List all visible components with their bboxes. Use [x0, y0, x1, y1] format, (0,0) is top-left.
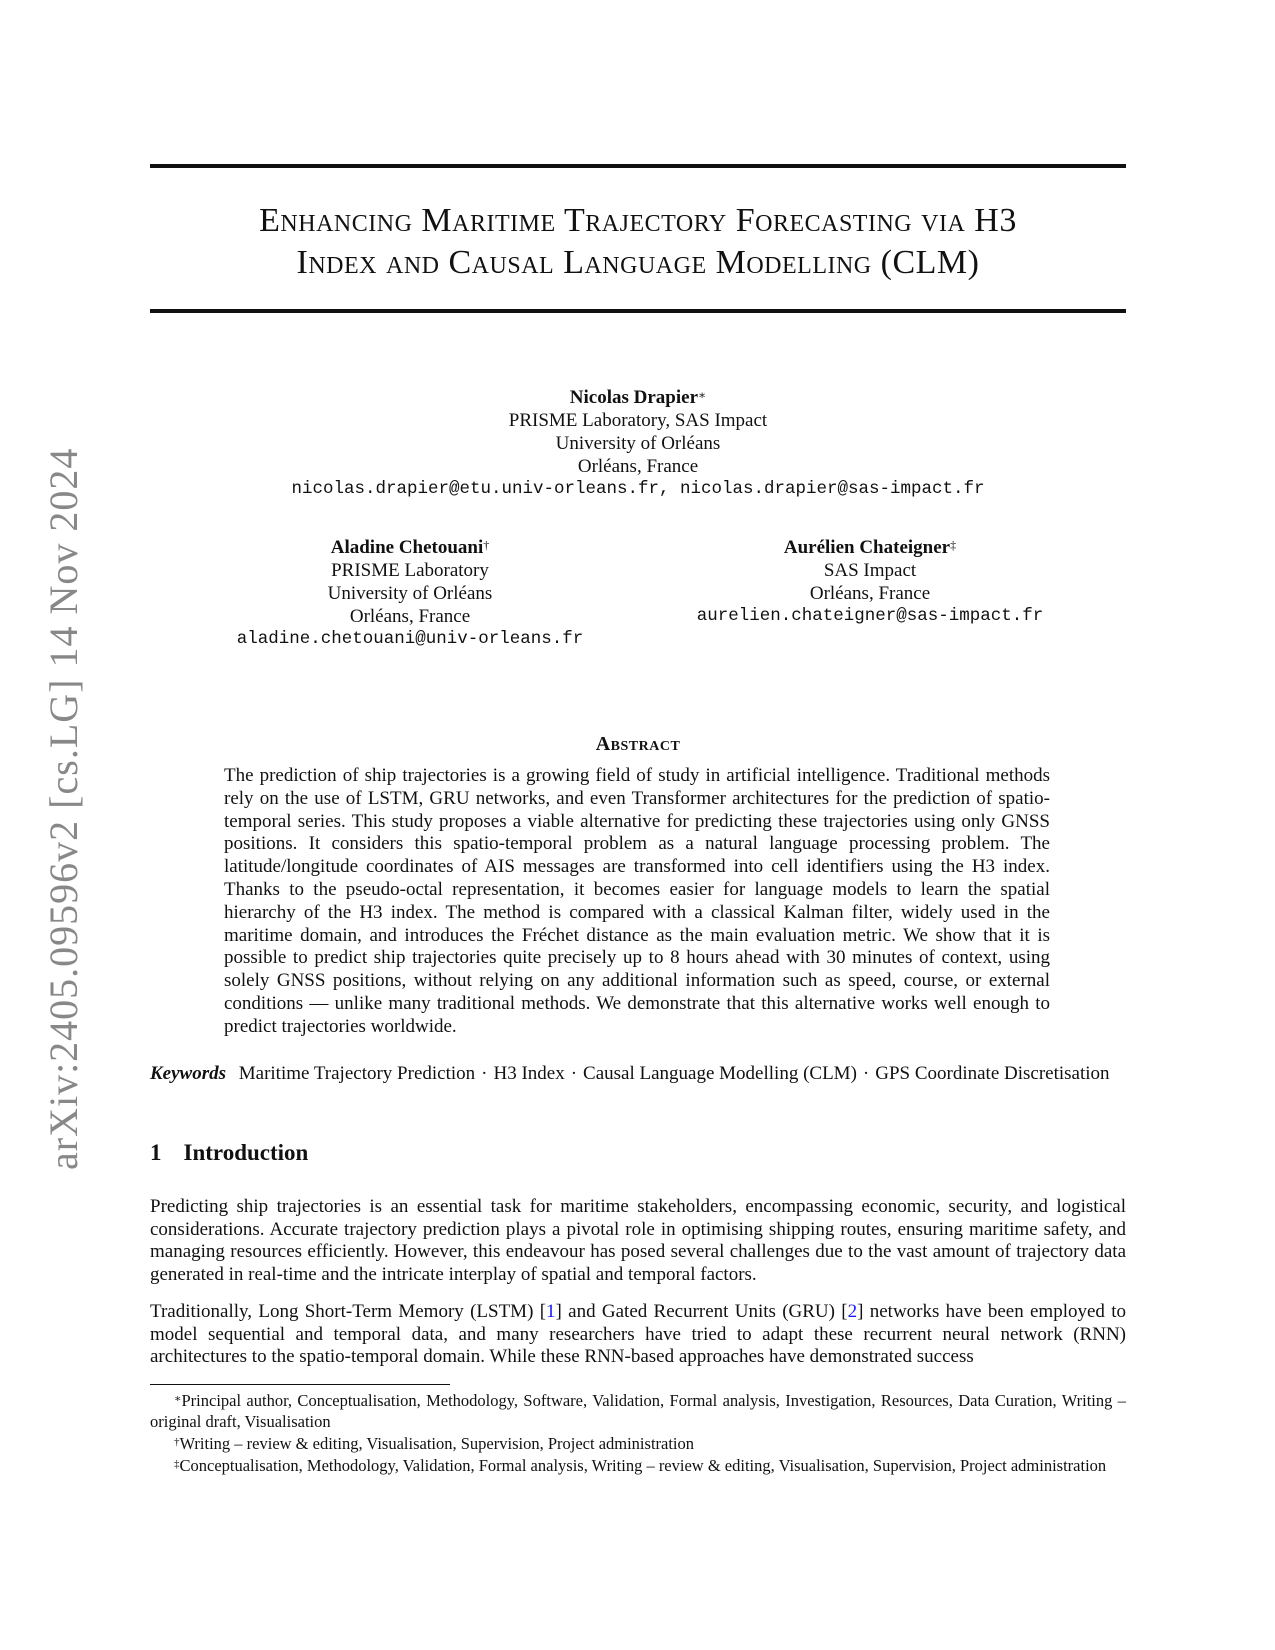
- author-block-second: [200, 536, 620, 651]
- footnotes: [150, 1390, 1126, 1477]
- introduction-paragraph-2: Traditionally, Long Short-Term Memory (LSTM) [1] and Gated Recurrent Units (GRU) [2] networks have been employed to model sequential and temporal data, and many researchers have tried to adapt these recurrent neural network (RNN) architectures to the spatio-temporal domain. While these RNN-based approaches have demonstrated success: [150, 1301, 1126, 1368]
- keyword-item: H3 Index: [493, 1063, 565, 1084]
- section-number: 1: [150, 1140, 162, 1165]
- author-email[interactable]: nicolas.drapier@etu.univ-orleans.fr, nicolas.drapier@sas-impact.fr: [291, 479, 985, 499]
- abstract-heading: Abstract: [595, 733, 681, 755]
- citation-link[interactable]: 2: [847, 1301, 858, 1322]
- keywords-label: Keywords: [150, 1063, 226, 1084]
- footnote-rule: [150, 1384, 450, 1385]
- keywords: [150, 1062, 1126, 1085]
- title-line-1: Enhancing Maritime Trajectory Forecasting via H3: [259, 202, 1017, 239]
- author-email[interactable]: aurelien.chateigner@sas-impact.fr: [696, 606, 1044, 626]
- introduction-paragraph-1: Predicting ship trajectories is an essential task for maritime stakeholders, encompassing economic, security, and logistical considerations. Accurate trajectory prediction plays a pivotal role in optimising shipping routes, ensuring maritime safety, and managing resources efficiently. However, this endeavour has posed several challenges due to the vast amount of trajectory data generated in real-time and the intricate interplay of spatial and temporal factors.: [150, 1196, 1126, 1285]
- author-affiliation: Orléans, France: [809, 583, 931, 604]
- author-affiliation: PRISME Laboratory: [331, 560, 489, 581]
- keyword-separator: ·: [570, 1063, 578, 1084]
- keyword-separator: ·: [481, 1063, 488, 1084]
- author-affiliation: University of Orléans: [327, 583, 493, 604]
- author-affiliation: SAS Impact: [823, 560, 917, 581]
- author-name: Nicolas Drapier∗: [569, 387, 707, 408]
- author-name: Aurélien Chateigner‡: [783, 537, 957, 558]
- keyword-separator: ·: [862, 1063, 870, 1084]
- footnote: ∗Principal author, Conceptualisation, Methodology, Software, Validation, Formal analysis, Investigation, Resources, Data Curation, Writing – original draft, Visualisation: [150, 1391, 1126, 1431]
- section-heading-introduction: [150, 1140, 308, 1166]
- footnote: ‡Conceptualisation, Methodology, Validation, Formal analysis, Writing – review & editing, Visualisation, Supervision, Project administration: [174, 1456, 1107, 1475]
- author-affiliation: PRISME Laboratory, SAS Impact: [508, 410, 768, 431]
- author-affiliation: Orléans, France: [349, 606, 471, 627]
- section-title: Introduction: [183, 1140, 309, 1165]
- author-affiliation: University of Orléans: [555, 433, 721, 454]
- author-email[interactable]: aladine.chetouani@univ-orleans.fr: [236, 629, 584, 649]
- author-block-first: [150, 386, 1126, 501]
- arxiv-identifier: arXiv:2405.09596v2 [cs.LG] 14 Nov 2024: [41, 447, 86, 1170]
- citation-link[interactable]: 1: [546, 1301, 556, 1322]
- paper-title: [150, 200, 1126, 284]
- footnote: †Writing – review & editing, Visualisation, Supervision, Project administration: [174, 1434, 695, 1453]
- author-name: Aladine Chetouani†: [330, 537, 490, 558]
- author-affiliation: Orléans, France: [577, 456, 699, 477]
- title-rule-bottom: [150, 309, 1126, 313]
- title-line-2: Index and Causal Language Modelling (CLM): [296, 244, 980, 281]
- keyword-item: GPS Coordinate Discretisation: [875, 1063, 1110, 1084]
- author-block-third: [660, 536, 1080, 628]
- keyword-item: Maritime Trajectory Prediction: [238, 1063, 476, 1084]
- abstract-text: The prediction of ship trajectories is a growing field of study in artificial intelligence. Traditional methods rely on the use of LSTM, GRU networks, and even Transformer architectures for the prediction of spatio-temporal series. This study proposes a viable alternative for predicting these trajectories using only GNSS positions. It considers this spatio-temporal problem as a natural language processing problem. The latitude/longitude coordinates of AIS messages are transformed into cell identifiers using the H3 index. Thanks to the pseudo-octal representation, it becomes easier for language models to learn the spatial hierarchy of the H3 index. The method is compared with a classical Kalman filter, widely used in the maritime domain, and introduces the Fréchet distance as the main evaluation metric. We show that it is possible to predict ship trajectories quite precisely up to 8 hours ahead with 30 minutes of context, using solely GNSS positions, without relying on any additional information such as speed, course, or external conditions — unlike many traditional methods. We demonstrate that this alternative works well enough to predict trajectories worldwide.: [224, 765, 1050, 1037]
- keyword-item: Causal Language Modelling (CLM): [583, 1063, 857, 1084]
- title-rule-top: [150, 164, 1126, 168]
